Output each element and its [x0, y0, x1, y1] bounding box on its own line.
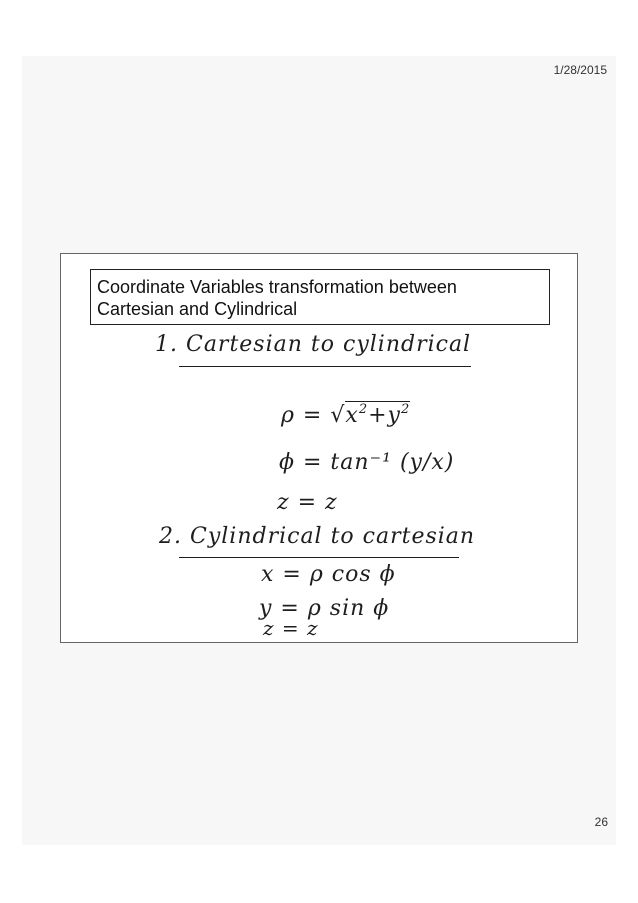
equation-z-1: z = z — [277, 490, 338, 515]
section1-underline — [179, 366, 471, 367]
radicand-x: x — [345, 403, 359, 428]
section2-heading: 2. Cylindrical to cartesian — [159, 524, 476, 549]
equation-x: x = ρ cos ϕ — [261, 562, 396, 587]
handwritten-notes — [61, 254, 579, 644]
radicand-y-exponent: 2 — [400, 402, 411, 417]
equation-rho-lhs: ρ = — [281, 403, 323, 428]
slide-title-line-1: Coordinate Variables transformation between — [97, 277, 457, 297]
section1-heading: 1. Cartesian to cylindrical — [155, 332, 472, 357]
radical-sign: √ — [330, 403, 346, 428]
section2-underline — [179, 557, 459, 558]
date-label: 1/28/2015 — [553, 63, 607, 77]
radicand — [345, 401, 410, 428]
radicand-y: +y — [368, 403, 401, 428]
equation-phi: ϕ = tan⁻¹ (y/x) — [279, 450, 455, 475]
equation-z-2: z = z — [263, 616, 319, 640]
radicand-x-exponent: 2 — [358, 402, 369, 417]
equation-y: y = ρ sin ϕ — [259, 596, 390, 621]
equation-rho — [281, 402, 410, 428]
page-number: 26 — [594, 815, 608, 829]
slide-title-line-2: Cartesian and Cylindrical — [97, 299, 298, 319]
slide-frame — [60, 253, 578, 643]
